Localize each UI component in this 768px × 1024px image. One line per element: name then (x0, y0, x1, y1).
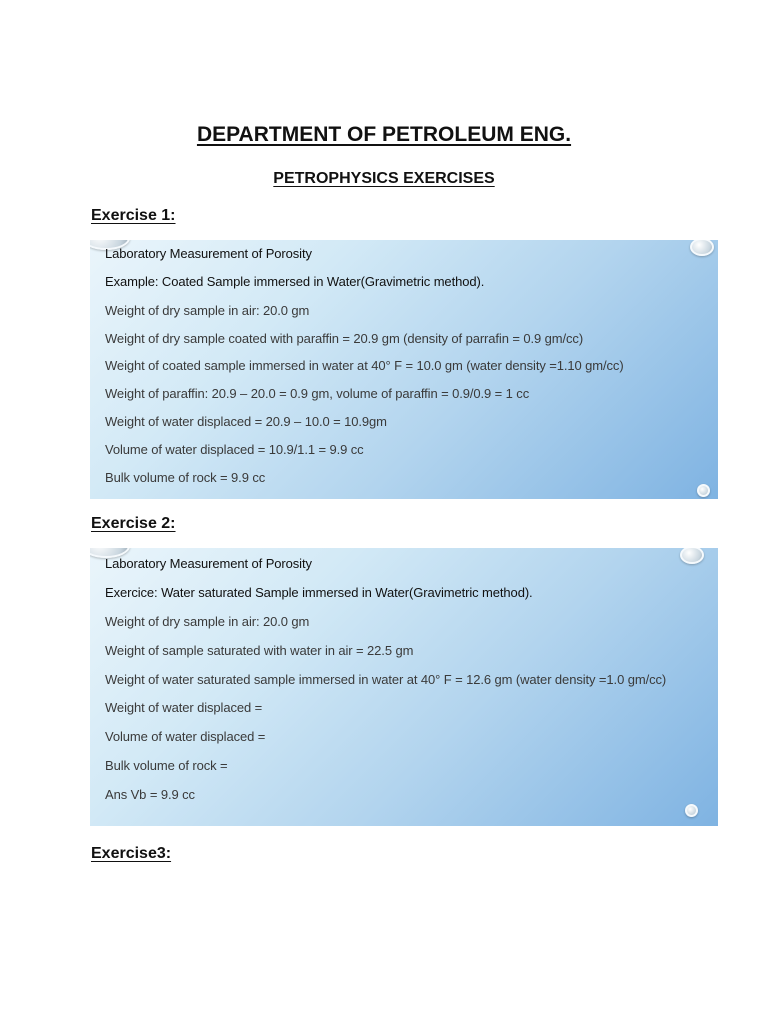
slide-text-line: Weight of dry sample coated with paraffin = 20.9 gm (density of parrafin = 0.9 gm/cc) (105, 331, 584, 346)
exercise-2-heading: Exercise 2: (91, 515, 176, 532)
slide-text-line: Weight of water saturated sample immersed in water at 40° F = 12.6 gm (water density =1.0 gm/cc) (105, 672, 667, 687)
slide-text-line: Ans Vb = 9.9 cc (105, 787, 195, 802)
slide-text-line: Volume of water displaced = 10.9/1.1 = 9.9 cc (105, 442, 364, 457)
exercise-1-heading: Exercise 1: (91, 207, 176, 224)
slide-text-line: Weight of dry sample in air: 20.0 gm (105, 614, 310, 629)
slide-text-line: Weight of sample saturated with water in air = 22.5 gm (105, 643, 414, 658)
slide-text-line: Volume of water displaced = (105, 729, 266, 744)
slide-bubble-decoration (685, 804, 698, 817)
page-subtitle: PETROPHYSICS EXERCISES (273, 170, 495, 187)
slide-text-line: Weight of coated sample immersed in water at 40° F = 10.0 gm (water density =1.10 gm/cc) (105, 358, 624, 373)
exercise-3-heading: Exercise3: (91, 845, 172, 862)
slide-text-line: Weight of dry sample in air: 20.0 gm (105, 303, 310, 318)
slide-text-line: Weight of water displaced = (105, 700, 263, 715)
slide-heading: Laboratory Measurement of Porosity (105, 246, 312, 261)
slide-bubble-decoration (697, 484, 710, 497)
slide-text-line: Weight of water displaced = 20.9 – 10.0 = 10.9gm (105, 414, 387, 429)
slide-subheading: Example: Coated Sample immersed in Water(Gravimetric method). (105, 274, 485, 289)
slide-heading: Laboratory Measurement of Porosity (105, 556, 312, 571)
exercise-2-slide (90, 548, 718, 826)
slide-bubble-decoration (690, 240, 714, 256)
slide-bubble-decoration (680, 548, 704, 564)
slide-text-line: Bulk volume of rock = 9.9 cc (105, 470, 266, 485)
page-title: DEPARTMENT OF PETROLEUM ENG. (196, 123, 572, 146)
slide-text-line: Weight of paraffin: 20.9 – 20.0 = 0.9 gm, volume of paraffin = 0.9/0.9 = 1 cc (105, 386, 530, 401)
slide-subheading: Exercice: Water saturated Sample immersed in Water(Gravimetric method). (105, 585, 533, 600)
slide-text-line: Bulk volume of rock = (105, 758, 228, 773)
exercise-1-slide (90, 240, 718, 499)
